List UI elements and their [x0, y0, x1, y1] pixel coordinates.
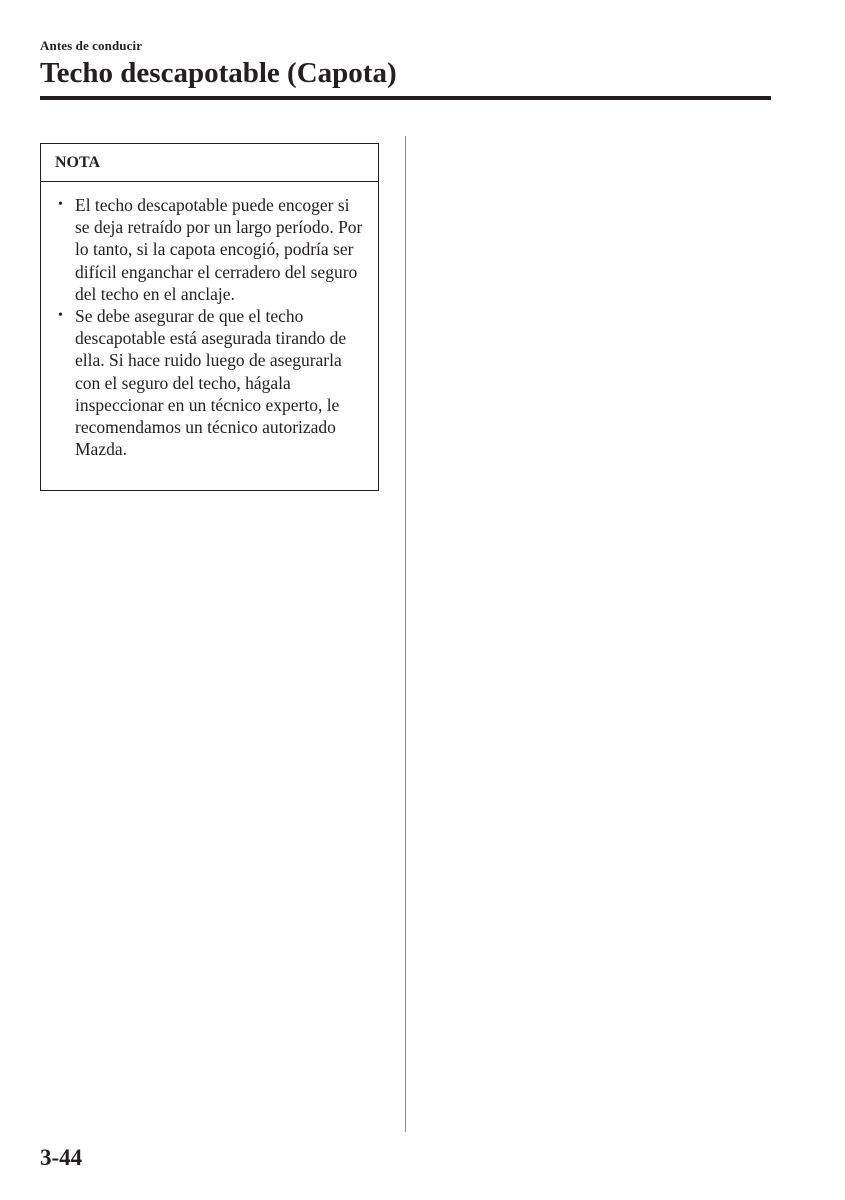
page-number: 3-44 — [40, 1145, 83, 1170]
note-item — [58, 305, 368, 460]
bullet-icon: • — [58, 308, 63, 324]
note-box — [40, 143, 379, 491]
section-label: Antes de conducir — [40, 38, 143, 53]
note-item-text: El techo descapotable puede encoger si se deja retraído por un largo período. Por lo tanto, si la capota encogió, podría ser difícil enganchar el cerradero del seguro del techo en el anclaje. — [75, 195, 363, 304]
note-list — [41, 182, 378, 460]
bullet-icon: • — [58, 197, 63, 212]
column-divider — [405, 136, 406, 1132]
title-rule — [40, 96, 771, 100]
note-item-text: Se debe asegurar de que el techo descapotable está asegurada tirando de ella. Si hace ruido luego de asegurarla con el seguro del techo, hágala inspeccionar en un técnico experto, le recomendamos un técnico autorizado Mazda. — [75, 306, 347, 460]
note-item — [58, 194, 368, 305]
note-heading: NOTA — [41, 144, 378, 182]
page-title: Techo descapotable (Capota) — [40, 57, 397, 89]
